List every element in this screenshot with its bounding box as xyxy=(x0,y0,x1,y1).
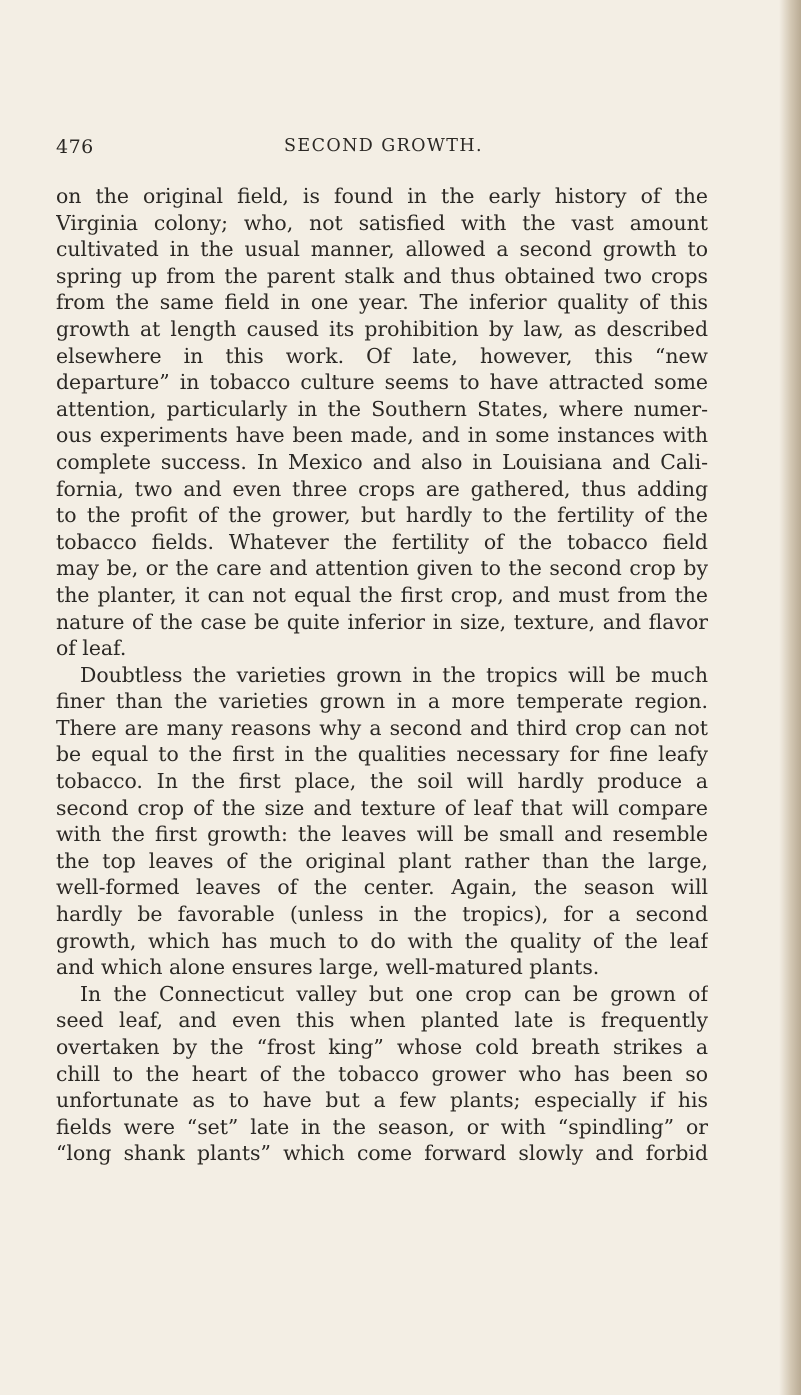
text-line: cultivated in the usual manner, allowed a second growth to xyxy=(56,237,708,262)
text-line: spring up from the parent stalk and thus obtained two crops xyxy=(56,263,708,288)
running-head: SECOND GROWTH. xyxy=(284,136,483,156)
text-line: growth at length caused its prohibition by law, as described xyxy=(56,316,708,341)
text-line: overtaken by the “frost king” whose cold breath strikes a xyxy=(56,1035,708,1059)
text-line: be equal to the first in the qualities necessary for fine leafy xyxy=(56,742,708,767)
page-header xyxy=(56,136,706,166)
text-line: chill to the heart of the tobacco grower who has been so xyxy=(56,1061,708,1086)
text-line: with the first growth: the leaves will be small and resemble xyxy=(56,822,708,847)
text-line: and which alone ensures large, well-matured plants. xyxy=(56,955,600,980)
text-line: the planter, it can not equal the first crop, and must from the xyxy=(56,582,708,607)
text-line: unfortunate as to have but a few plants; especially if his xyxy=(56,1088,708,1113)
text-line: finer than the varieties grown in a more temperate region. xyxy=(56,689,708,714)
text-line: to the profit of the grower, but hardly to the fertility of the xyxy=(56,503,708,528)
text-line: tobacco fields. Whatever the fertility of the tobacco field xyxy=(56,529,708,554)
text-line: attention, particularly in the Southern States, where numer- xyxy=(56,396,708,421)
body-text xyxy=(56,183,708,1167)
text-line: complete success. In Mexico and also in Louisiana and Cali- xyxy=(56,449,708,474)
text-line: departure” in tobacco culture seems to have attracted some xyxy=(56,370,708,395)
text-line: In the Connecticut valley but one crop can be grown of xyxy=(80,981,708,1006)
text-line: the top leaves of the original plant rather than the large, xyxy=(56,848,708,873)
page-edge-shadow xyxy=(779,0,801,1395)
text-line: There are many reasons why a second and third crop can not xyxy=(56,715,708,740)
text-line: “long shank plants” which come forward slowly and forbid xyxy=(56,1141,708,1166)
text-line: from the same field in one year. The inferior quality of this xyxy=(56,290,708,315)
text-line: ous experiments have been made, and in some instances with xyxy=(56,423,708,448)
text-line: on the original field, is found in the early history of the xyxy=(56,184,708,208)
text-line: may be, or the care and attention given to the second crop by xyxy=(56,556,708,581)
text-line: of leaf. xyxy=(56,636,127,661)
text-line: hardly be favorable (unless in the tropics), for a second xyxy=(56,902,708,927)
text-line: fornia, two and even three crops are gathered, thus adding xyxy=(56,476,708,501)
text-line: tobacco. In the first place, the soil will hardly produce a xyxy=(56,769,708,794)
text-line: fields were “set” late in the season, or with “spindling” or xyxy=(56,1114,708,1139)
page-number: 476 xyxy=(56,136,94,158)
text-line: Doubtless the varieties grown in the tropics will be much xyxy=(80,662,708,687)
text-line: growth, which has much to do with the quality of the leaf xyxy=(56,928,708,953)
text-line: second crop of the size and texture of leaf that will compare xyxy=(56,795,708,820)
text-line: well-formed leaves of the center. Again, the season will xyxy=(56,875,708,900)
text-line: seed leaf, and even this when planted late is frequently xyxy=(56,1008,708,1033)
text-line: elsewhere in this work. Of late, however, this “new xyxy=(56,343,708,368)
text-line: Virginia colony; who, not satisfied with the vast amount xyxy=(56,210,708,235)
text-line: nature of the case be quite inferior in size, texture, and flavor xyxy=(56,609,708,634)
